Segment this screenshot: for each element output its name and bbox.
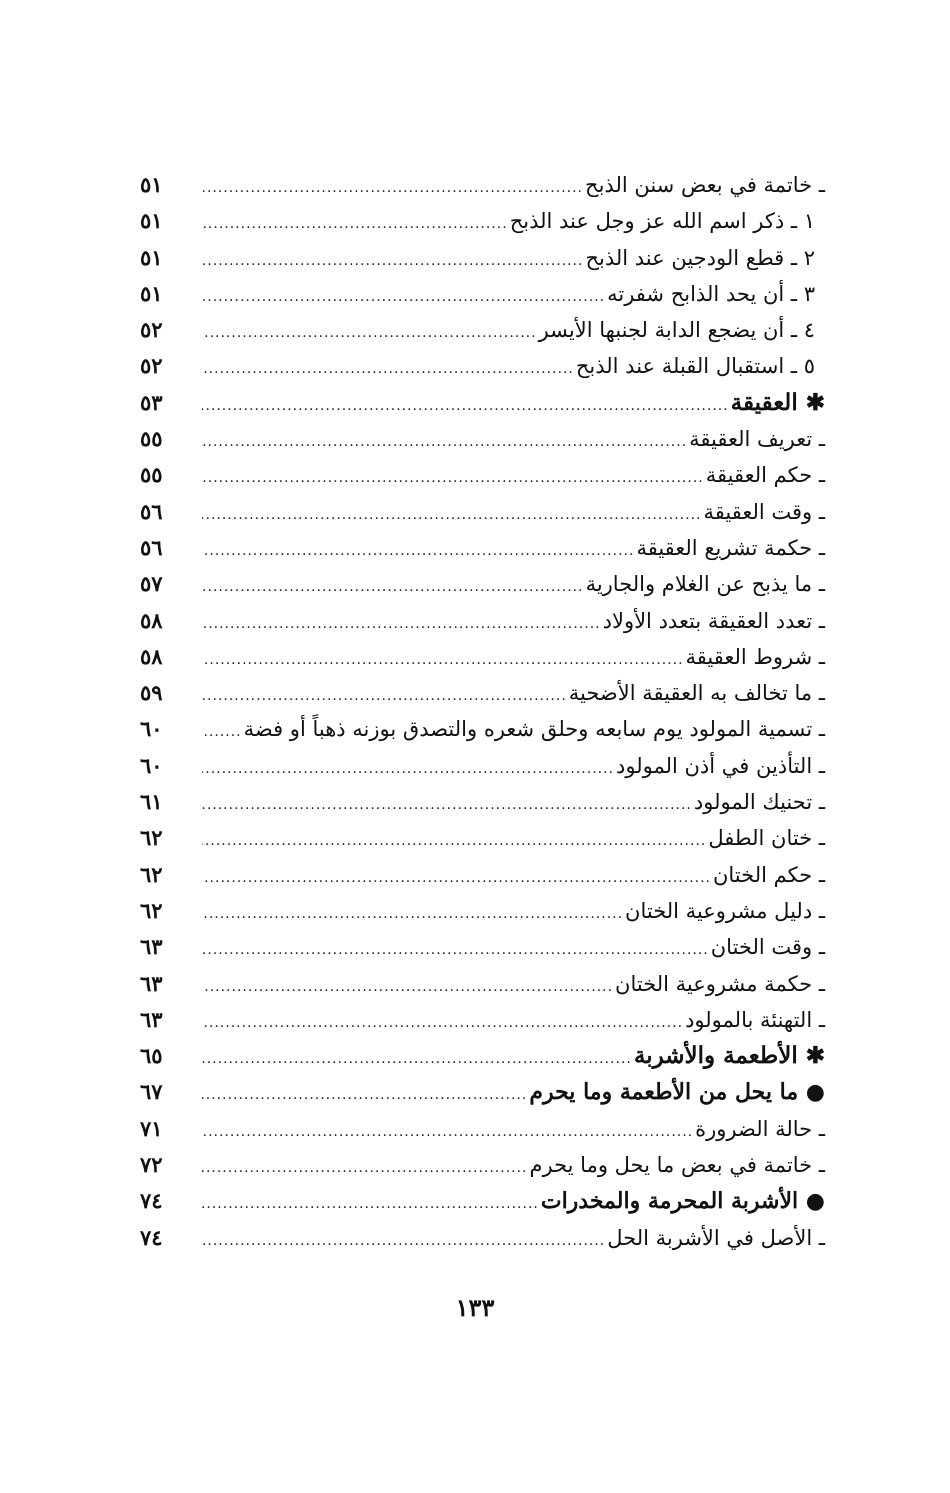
toc-entry-title: ٤ ـ أن يضجع الدابة لجنبها الأيسر — [538, 318, 815, 343]
toc-entry-page: ٦٠ — [140, 752, 163, 778]
toc-entry-page: ٦١ — [140, 789, 163, 815]
toc-entry-row — [140, 276, 825, 312]
dot-leader — [202, 751, 614, 787]
dot-leader — [202, 351, 574, 387]
toc-entry-page: ٥٥ — [140, 426, 163, 452]
toc-entry-page: ٥١ — [140, 208, 163, 234]
dot-leader — [202, 1005, 683, 1041]
dot-leader — [202, 460, 704, 496]
toc-entry-page: ٥٧ — [140, 571, 163, 597]
dot-leader — [202, 896, 623, 932]
toc-entry-row — [140, 929, 825, 965]
toc-entry-title: ـ دليل مشروعية الختان — [625, 898, 825, 923]
toc-entry-page: ٧٢ — [140, 1152, 163, 1178]
toc-entry-page: ٥٦ — [140, 534, 163, 560]
dot-leader — [202, 170, 583, 206]
toc-entry-title: ● الأشربة المحرمة والمخدرات — [540, 1188, 825, 1215]
dot-leader — [202, 1223, 605, 1259]
toc-entry-row — [140, 603, 825, 639]
toc-entry-title: ـ شروط العقيقة — [685, 644, 825, 669]
toc-entry-page: ٥٨ — [140, 607, 163, 633]
toc-entry-title: ـ حكمة تشريع العقيقة — [636, 535, 825, 560]
toc-entry-title: ٣ ـ أن يحد الذابح شفرته — [607, 281, 815, 306]
toc-entry-page: ٥٩ — [140, 680, 163, 706]
dot-leader — [202, 823, 706, 859]
toc-entry-page: ٥١ — [140, 244, 163, 270]
toc-entry-title: ٥ ـ استقبال القبلة عند الذبح — [575, 354, 815, 379]
toc-entry-page: ٦٢ — [140, 825, 163, 851]
dot-leader — [202, 533, 634, 569]
toc-subsection-row — [140, 1183, 825, 1219]
dot-leader — [202, 388, 729, 424]
dot-leader — [202, 315, 537, 351]
toc-entry-page: ٥٢ — [140, 317, 163, 343]
toc-entry-row — [140, 675, 825, 711]
toc-entry-title: ـ حكم الختان — [712, 862, 825, 887]
toc-entry-title: ● ما يحل من الأطعمة وما يحرم — [529, 1079, 825, 1106]
toc-entry-row — [140, 857, 825, 893]
toc-entry-page: ٥٥ — [140, 462, 163, 488]
toc-entry-title: ✱ الأطعمة والأشربة — [633, 1042, 825, 1070]
toc-entry-title: ✱ العقيقة — [730, 388, 825, 416]
toc-entry-title: ٢ ـ قطع الودجين عند الذبح — [585, 245, 815, 270]
toc-entry-page: ٥١ — [140, 172, 163, 197]
dot-leader — [202, 969, 613, 1005]
dot-leader — [202, 1077, 527, 1113]
toc-entry-page: ٧٤ — [140, 1224, 163, 1250]
toc-entry-page: ٥٨ — [140, 643, 163, 669]
toc-entry-row — [140, 966, 825, 1002]
toc-entry-row — [140, 1111, 825, 1147]
toc-entry-title: ـ خاتمة في بعض سنن الذبح — [585, 173, 825, 197]
toc-entry-page: ٦٥ — [140, 1043, 163, 1069]
toc-entry-title: ١ ـ ذكر اسم الله عز وجل عند الذبح — [509, 209, 815, 234]
dot-leader — [202, 787, 692, 823]
toc-entry-page: ٦٣ — [140, 1006, 163, 1032]
toc-entry-page: ٥٦ — [140, 498, 163, 524]
toc-entry-row — [140, 748, 825, 784]
toc-entry-row — [140, 639, 825, 675]
dot-leader — [202, 932, 709, 968]
toc-entry-row — [140, 893, 825, 929]
toc-entry-page: ٦٣ — [140, 970, 163, 996]
toc-entry-page: ٧١ — [140, 1115, 163, 1141]
toc-entry-row — [140, 457, 825, 493]
toc-entry-title: ـ تعريف العقيقة — [689, 427, 825, 452]
toc-entry-page: ٦٠ — [140, 716, 163, 742]
toc-entry-page: ٥١ — [140, 280, 163, 306]
toc-entry-row — [140, 167, 825, 203]
toc-entry-title: ـ تسمية المولود يوم سابعه وحلق شعره والتصدق بوزنه ذهباً أو فضة — [243, 717, 825, 742]
toc-entry-row — [140, 494, 825, 530]
toc-entry-row — [140, 421, 825, 457]
dot-leader — [202, 1041, 632, 1077]
table-of-contents — [140, 167, 825, 1256]
toc-entry-row — [140, 312, 825, 348]
dot-leader — [202, 860, 711, 896]
toc-entry-row — [140, 348, 825, 384]
toc-entry-page: ٦٧ — [140, 1079, 163, 1105]
toc-subsection-row — [140, 1074, 825, 1110]
toc-entry-title: ـ تعدد العقيقة بتعدد الأولاد — [602, 608, 825, 633]
toc-entry-title: ـ ما تخالف به العقيقة الأضحية — [568, 681, 825, 706]
toc-entry-title: ـ وقت العقيقة — [703, 499, 825, 524]
dot-leader — [202, 279, 605, 315]
toc-entry-row — [140, 711, 825, 747]
toc-entry-row — [140, 240, 825, 276]
dot-leader — [202, 243, 583, 279]
dot-leader — [202, 206, 508, 242]
page-number: ١٣٣ — [455, 1293, 495, 1322]
toc-entry-title: ـ التهنئة بالمولود — [685, 1007, 825, 1032]
dot-leader — [202, 678, 567, 714]
dot-leader — [202, 606, 601, 642]
toc-section-row — [140, 385, 825, 421]
dot-leader — [202, 1186, 539, 1222]
toc-entry-title: ـ حكمة مشروعية الختان — [615, 971, 825, 996]
toc-entry-title: ـ الأصل في الأشربة الحل — [607, 1225, 825, 1250]
toc-entry-title: ـ تحنيك المولود — [693, 790, 825, 815]
dot-leader — [202, 424, 687, 460]
toc-entry-page: ٦٣ — [140, 934, 163, 960]
toc-entry-page: ٥٢ — [140, 353, 163, 379]
dot-leader — [202, 714, 242, 750]
toc-entry-row — [140, 1220, 825, 1256]
dot-leader — [202, 569, 584, 605]
toc-entry-page: ٦٢ — [140, 897, 163, 923]
dot-leader — [202, 497, 701, 533]
toc-entry-row — [140, 1002, 825, 1038]
toc-entry-title: ـ خاتمة في بعض ما يحل وما يحرم — [529, 1153, 825, 1178]
toc-entry-page: ٧٤ — [140, 1188, 163, 1214]
toc-entry-row — [140, 566, 825, 602]
dot-leader — [202, 1114, 693, 1150]
toc-entry-title: ـ ختان الطفل — [708, 826, 825, 851]
toc-entry-page: ٥٣ — [140, 389, 163, 415]
toc-entry-row — [140, 784, 825, 820]
dot-leader — [202, 1150, 528, 1186]
toc-entry-row — [140, 820, 825, 856]
toc-entry-title: ـ التأذين في أذن المولود — [616, 753, 825, 778]
toc-entry-title: ـ وقت الختان — [710, 935, 825, 960]
toc-entry-row — [140, 1147, 825, 1183]
toc-entry-row — [140, 530, 825, 566]
toc-entry-page: ٦٢ — [140, 861, 163, 887]
dot-leader — [202, 642, 684, 678]
toc-entry-title: ـ حكم العقيقة — [705, 463, 825, 488]
toc-section-row — [140, 1038, 825, 1074]
toc-entry-row — [140, 203, 825, 239]
toc-entry-title: ـ حالة الضرورة — [695, 1116, 825, 1141]
toc-entry-title: ـ ما يذبح عن الغلام والجارية — [585, 572, 825, 597]
